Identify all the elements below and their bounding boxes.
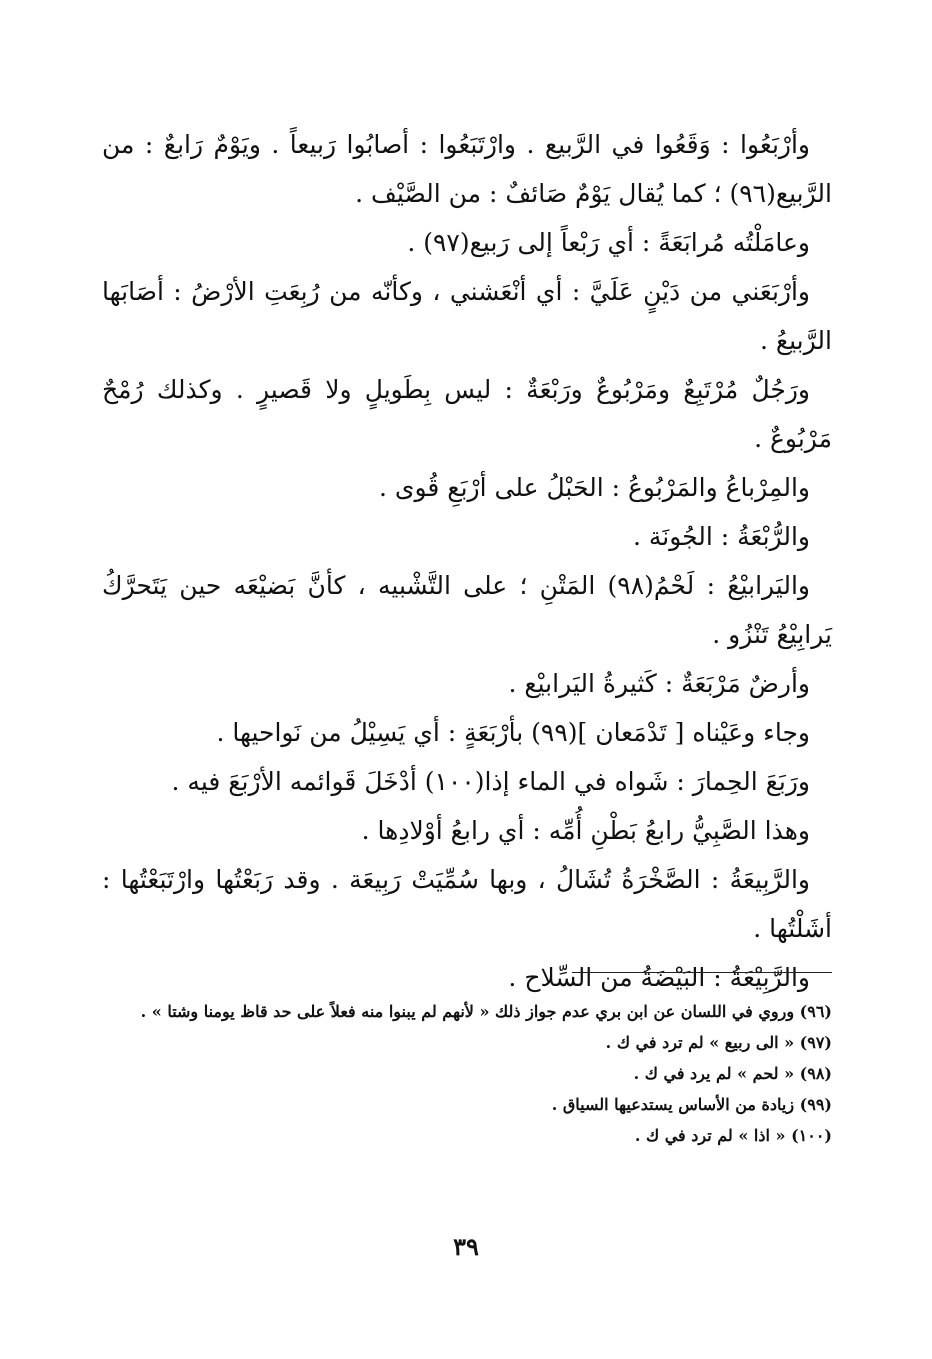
paragraph: وهذا الصَّبِيُّ رابعُ بَطْنِ أُمِّه : أي رابعُ أوْلادِها . <box>361 816 810 845</box>
footnote: (٩٩) زيادة من الأساس يستدعيها السياق . <box>551 1095 832 1114</box>
footnote: (٩٨) « لحم » لم يرد في ك . <box>633 1064 832 1083</box>
main-text <box>102 120 832 1002</box>
footnotes <box>102 996 832 1151</box>
page-number: ٣٩ <box>453 1232 479 1261</box>
footnote-divider <box>572 972 832 973</box>
paragraph: وأرْبَعَني من دَيْنٍ عَلَيَّ : أي أنْعَشني ، وكأنّه من رُبِعَتِ الأرْضُ : أصَابَها الرَّبيعُ . <box>102 277 832 355</box>
paragraph: والرَّبِيْعَةُ : البَيْضَةُ من السِّلاح . <box>508 963 810 992</box>
footnote: (٩٧) « الى ربيع » لم ترد في ك . <box>605 1033 832 1052</box>
paragraph: والرَّبِيعَةُ : الصَّخْرَةُ تُشَالُ ، وبها سُمِّيَتْ رَبِيعَة . وقد رَبَعْتُها وارْتَبَعْتُها : أشَلْتُها . <box>102 865 832 943</box>
footnote: (١٠٠) « اذا » لم ترد في ك . <box>634 1126 832 1145</box>
paragraph: وأرضٌ مَرْبَعَةٌ : كَثيرةُ اليَرابيْع . <box>508 669 810 698</box>
paragraph: واليَرابيْعُ : لَحْمُ(٩٨) المَتْنِ ؛ على التَّشْبيه ، كأنَّ بَضيْعَه حين يَتَحرَّكُ يَرابِيْعُ تَنْزُو . <box>102 571 832 649</box>
paragraph: وعامَلْتُه مُرابَعَةً : أي رَبْعاً إلى رَبيع(٩٧) . <box>407 228 810 257</box>
footnote: (٩٦) وروي في اللسان عن ابن بري عدم جواز ذلك « لأنهم لم يبنوا منه فعلاً على حد قاظ يومنا وشتا » . <box>140 1002 832 1021</box>
paragraph: وجاء وعَيْناه [ تَدْمَعان ](٩٩) بأرْبَعَةٍ : أي يَسِيْلُ من نَواحيها . <box>216 718 810 747</box>
paragraph: وأرْبَعُوا : وَقَعُوا في الرَّبيع . وارْتَبَعُوا : أصابُوا رَبيعاً . ويَوْمٌ رَابعٌ : من الرَّبيع(٩٦) ؛ كما يُقال يَوْمٌ صَائفٌ : من الصَّيْف . <box>102 130 832 208</box>
paragraph: والمِرْباعُ والمَرْبُوعُ : الحَبْلُ على أرْبَعِ قُوى . <box>379 473 810 502</box>
paragraph: والرُّبْعَةُ : الجُونَة . <box>632 522 810 551</box>
paragraph: ورَبَعَ الحِمارَ : شَواه في الماء إذا(١٠٠) أدْخَلَ قَوائمه الأرْبَعَ فيه . <box>171 767 810 796</box>
paragraph: ورَجُلٌ مُرْتَبِعٌ ومَرْبُوعٌ ورَبْعَةٌ : ليس بِطَويلٍ ولا قَصيرٍ . وكذلك رُمْحٌ مَرْبُوعٌ . <box>102 375 832 453</box>
